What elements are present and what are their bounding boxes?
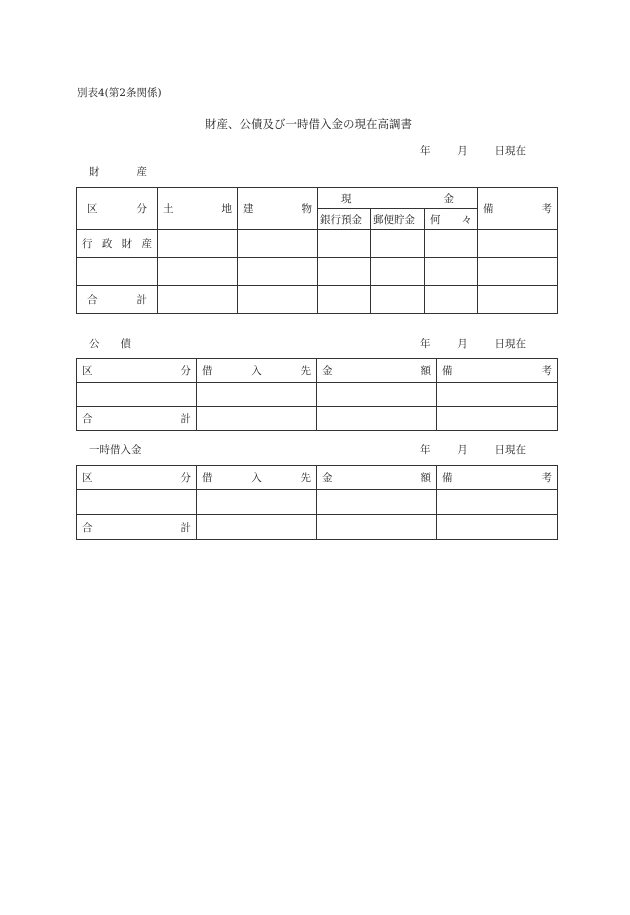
header-remarks: 備 考 bbox=[478, 188, 558, 230]
header-lender: 借 入 先 bbox=[197, 359, 317, 383]
table-row bbox=[77, 383, 558, 407]
property-table bbox=[76, 187, 558, 314]
loans-date: 年 月 日現在 bbox=[420, 444, 526, 456]
row-total: 合 計 bbox=[77, 407, 197, 431]
header-remarks: 備 考 bbox=[437, 466, 558, 490]
property-date bbox=[420, 143, 526, 158]
bonds-date: 年 月 日現在 bbox=[420, 338, 526, 350]
year-label: 年 bbox=[420, 145, 431, 157]
document-title: 財産、公債及び一時借入金の現在高調書 bbox=[205, 117, 412, 131]
header-postal-savings: 郵便貯金 bbox=[371, 209, 425, 230]
table-row bbox=[77, 286, 558, 314]
header-bank-deposit: 銀行預金 bbox=[318, 209, 371, 230]
table-row bbox=[77, 230, 558, 258]
header-category: 区 分 bbox=[77, 466, 197, 490]
appendix-label: 別表4(第2条関係) bbox=[77, 87, 162, 99]
table-row bbox=[77, 407, 558, 431]
property-heading: 財 産 bbox=[89, 166, 147, 178]
loans-table bbox=[76, 465, 558, 540]
header-lender: 借 入 先 bbox=[197, 466, 317, 490]
bonds-table bbox=[76, 358, 558, 431]
header-category: 区 分 bbox=[77, 188, 158, 230]
table-row bbox=[77, 515, 558, 540]
bonds-heading: 公 債 bbox=[89, 338, 131, 350]
table-row bbox=[77, 490, 558, 515]
header-land: 土 地 bbox=[158, 188, 238, 230]
table-row bbox=[77, 258, 558, 286]
header-cash: 現 金 bbox=[318, 188, 478, 209]
header-remarks: 備 考 bbox=[437, 359, 558, 383]
header-other: 何 々 bbox=[425, 209, 478, 230]
row-admin-property: 行 政 財 産 bbox=[77, 230, 158, 258]
month-label: 月 bbox=[457, 145, 468, 157]
header-category: 区 分 bbox=[77, 359, 197, 383]
header-amount: 金 額 bbox=[317, 466, 437, 490]
row-total: 合 計 bbox=[77, 286, 158, 314]
loans-heading: 一時借入金 bbox=[89, 444, 142, 456]
row-total: 合 計 bbox=[77, 515, 197, 540]
day-label: 日現在 bbox=[494, 145, 526, 157]
header-amount: 金 額 bbox=[317, 359, 437, 383]
header-building: 建 物 bbox=[238, 188, 318, 230]
